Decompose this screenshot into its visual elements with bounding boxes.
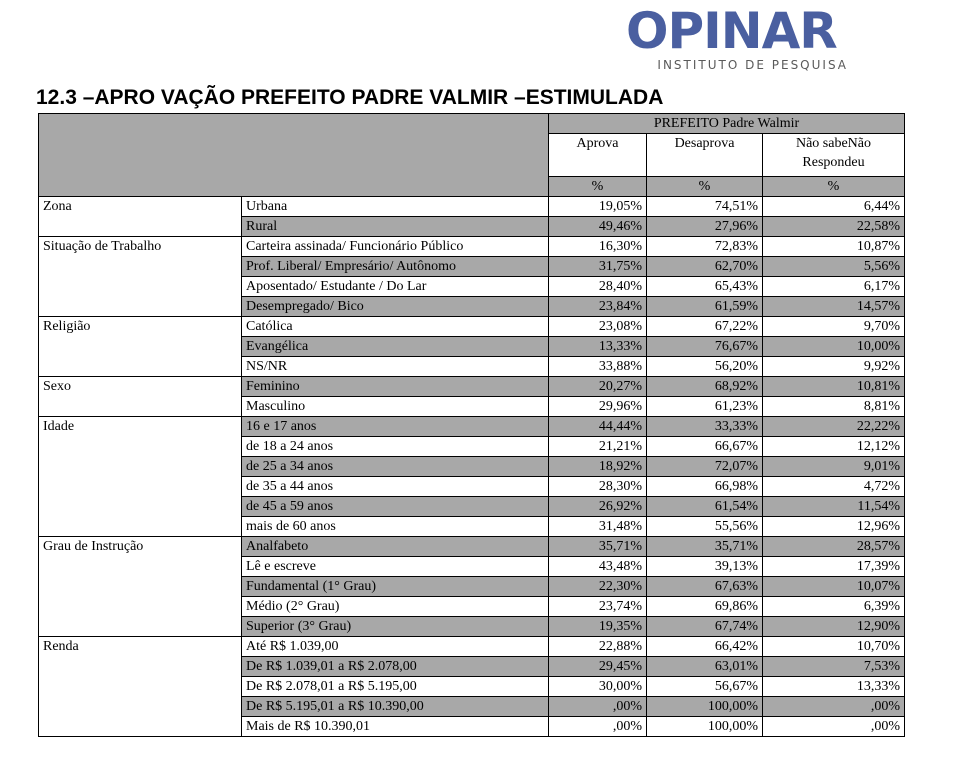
value-aprova: 13,33% [549, 337, 647, 357]
value-aprova: ,00% [549, 717, 647, 737]
value-aprova: 23,84% [549, 297, 647, 317]
value-desaprova: 68,92% [647, 377, 763, 397]
value-desaprova: 67,22% [647, 317, 763, 337]
value-nao-sabe: 9,70% [763, 317, 905, 337]
logo-wordmark: OPINAR [626, 2, 837, 60]
value-aprova: 19,05% [549, 197, 647, 217]
group-label: Religião [39, 317, 242, 377]
value-nao-sabe: 10,07% [763, 577, 905, 597]
value-nao-sabe: 10,70% [763, 637, 905, 657]
value-aprova: 31,48% [549, 517, 647, 537]
row-label: Urbana [242, 197, 549, 217]
table-row [39, 197, 905, 217]
row-label: de 45 a 59 anos [242, 497, 549, 517]
value-desaprova: 100,00% [647, 717, 763, 737]
header-desaprova: Desaprova [647, 134, 763, 177]
value-aprova: 33,88% [549, 357, 647, 377]
row-label: Analfabeto [242, 537, 549, 557]
row-label: Masculino [242, 397, 549, 417]
value-desaprova: 100,00% [647, 697, 763, 717]
report-title: 12.3 –APRO VAÇÃO PREFEITO PADRE VALMIR –ESTIMULADA [36, 86, 664, 109]
value-aprova: 35,71% [549, 537, 647, 557]
value-desaprova: 63,01% [647, 657, 763, 677]
value-desaprova: 67,63% [647, 577, 763, 597]
row-label: Feminino [242, 377, 549, 397]
row-label: Superior (3° Grau) [242, 617, 549, 637]
value-aprova: 23,74% [549, 597, 647, 617]
value-desaprova: 66,98% [647, 477, 763, 497]
value-nao-sabe: 6,44% [763, 197, 905, 217]
row-label: Médio (2° Grau) [242, 597, 549, 617]
table-row [39, 317, 905, 337]
value-desaprova: 72,07% [647, 457, 763, 477]
value-desaprova: 72,83% [647, 237, 763, 257]
value-aprova: 31,75% [549, 257, 647, 277]
value-desaprova: 62,70% [647, 257, 763, 277]
row-label: de 25 a 34 anos [242, 457, 549, 477]
value-nao-sabe: 17,39% [763, 557, 905, 577]
value-nao-sabe: 6,17% [763, 277, 905, 297]
unit-aprova: % [549, 177, 647, 197]
value-nao-sabe: 12,90% [763, 617, 905, 637]
row-label: Rural [242, 217, 549, 237]
value-aprova: 21,21% [549, 437, 647, 457]
logo-subtitle: INSTITUTO DE PESQUISA [657, 58, 848, 72]
value-nao-sabe: 28,57% [763, 537, 905, 557]
row-label: Católica [242, 317, 549, 337]
value-desaprova: 56,20% [647, 357, 763, 377]
value-nao-sabe: 12,96% [763, 517, 905, 537]
table-header [39, 114, 905, 197]
value-nao-sabe: 10,81% [763, 377, 905, 397]
row-label: mais de 60 anos [242, 517, 549, 537]
table-row [39, 537, 905, 557]
value-nao-sabe: ,00% [763, 717, 905, 737]
row-label: De R$ 5.195,01 a R$ 10.390,00 [242, 697, 549, 717]
row-label: Mais de R$ 10.390,01 [242, 717, 549, 737]
value-nao-sabe: ,00% [763, 697, 905, 717]
value-aprova: 44,44% [549, 417, 647, 437]
value-desaprova: 61,23% [647, 397, 763, 417]
group-label: Renda [39, 637, 242, 737]
value-aprova: 29,45% [549, 657, 647, 677]
row-label: De R$ 1.039,01 a R$ 2.078,00 [242, 657, 549, 677]
value-nao-sabe: 22,22% [763, 417, 905, 437]
value-desaprova: 39,13% [647, 557, 763, 577]
row-label: NS/NR [242, 357, 549, 377]
value-desaprova: 61,59% [647, 297, 763, 317]
value-desaprova: 66,67% [647, 437, 763, 457]
row-label: Até R$ 1.039,00 [242, 637, 549, 657]
table-row [39, 637, 905, 657]
row-label: Desempregado/ Bico [242, 297, 549, 317]
group-label: Grau de Instrução [39, 537, 242, 637]
value-nao-sabe: 22,58% [763, 217, 905, 237]
value-aprova: 26,92% [549, 497, 647, 517]
row-label: Carteira assinada/ Funcionário Público [242, 237, 549, 257]
value-desaprova: 67,74% [647, 617, 763, 637]
value-aprova: 20,27% [549, 377, 647, 397]
value-desaprova: 35,71% [647, 537, 763, 557]
row-label: Evangélica [242, 337, 549, 357]
unit-nao-sabe: % [763, 177, 905, 197]
group-label: Idade [39, 417, 242, 537]
value-desaprova: 27,96% [647, 217, 763, 237]
value-aprova: 22,88% [549, 637, 647, 657]
value-nao-sabe: 5,56% [763, 257, 905, 277]
value-desaprova: 76,67% [647, 337, 763, 357]
header-aprova: Aprova [549, 134, 647, 177]
value-nao-sabe: 14,57% [763, 297, 905, 317]
value-aprova: 29,96% [549, 397, 647, 417]
header-prefeito: PREFEITO Padre Walmir [549, 114, 905, 134]
table-row [39, 417, 905, 437]
value-aprova: 16,30% [549, 237, 647, 257]
row-label: de 18 a 24 anos [242, 437, 549, 457]
value-nao-sabe: 8,81% [763, 397, 905, 417]
unit-desaprova: % [647, 177, 763, 197]
group-label: Sexo [39, 377, 242, 417]
value-desaprova: 66,42% [647, 637, 763, 657]
value-nao-sabe: 13,33% [763, 677, 905, 697]
value-aprova: 23,08% [549, 317, 647, 337]
value-aprova: 49,46% [549, 217, 647, 237]
row-label: Prof. Liberal/ Empresário/ Autônomo [242, 257, 549, 277]
value-aprova: 43,48% [549, 557, 647, 577]
opinar-logo [626, 2, 866, 78]
row-label: Aposentado/ Estudante / Do Lar [242, 277, 549, 297]
value-desaprova: 69,86% [647, 597, 763, 617]
value-desaprova: 55,56% [647, 517, 763, 537]
value-nao-sabe: 12,12% [763, 437, 905, 457]
value-nao-sabe: 10,87% [763, 237, 905, 257]
value-nao-sabe: 9,01% [763, 457, 905, 477]
value-desaprova: 65,43% [647, 277, 763, 297]
table-body [39, 197, 905, 737]
value-aprova: 19,35% [549, 617, 647, 637]
row-label: de 35 a 44 anos [242, 477, 549, 497]
value-nao-sabe: 10,00% [763, 337, 905, 357]
row-label: Lê e escreve [242, 557, 549, 577]
value-aprova: ,00% [549, 697, 647, 717]
value-nao-sabe: 7,53% [763, 657, 905, 677]
group-label: Situação de Trabalho [39, 237, 242, 317]
row-label: De R$ 2.078,01 a R$ 5.195,00 [242, 677, 549, 697]
value-aprova: 28,40% [549, 277, 647, 297]
value-aprova: 30,00% [549, 677, 647, 697]
approval-table [38, 113, 905, 737]
header-nao-sabe: Não sabeNão Respondeu [763, 134, 905, 177]
table-row [39, 377, 905, 397]
group-label: Zona [39, 197, 242, 237]
value-aprova: 22,30% [549, 577, 647, 597]
table-row [39, 237, 905, 257]
row-label: 16 e 17 anos [242, 417, 549, 437]
row-label: Fundamental (1° Grau) [242, 577, 549, 597]
value-nao-sabe: 11,54% [763, 497, 905, 517]
value-desaprova: 61,54% [647, 497, 763, 517]
value-nao-sabe: 6,39% [763, 597, 905, 617]
value-aprova: 18,92% [549, 457, 647, 477]
header-blank-cell [39, 114, 549, 197]
value-desaprova: 33,33% [647, 417, 763, 437]
value-desaprova: 74,51% [647, 197, 763, 217]
value-aprova: 28,30% [549, 477, 647, 497]
value-nao-sabe: 4,72% [763, 477, 905, 497]
value-nao-sabe: 9,92% [763, 357, 905, 377]
value-desaprova: 56,67% [647, 677, 763, 697]
